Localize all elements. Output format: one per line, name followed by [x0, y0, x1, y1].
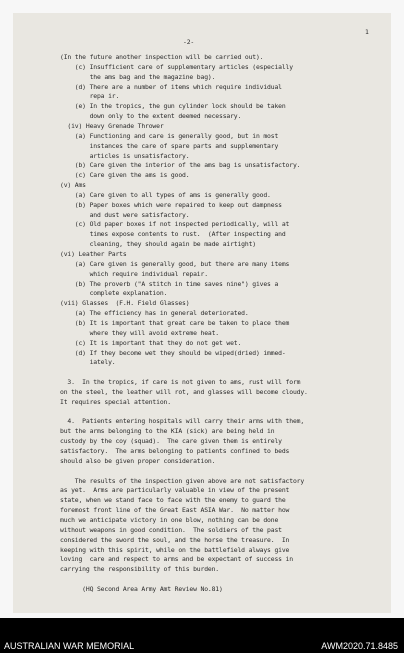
- text-line: considered the sword the soul, and the horse the treasure. In: [60, 535, 290, 544]
- text-line: (e) In the tropics, the gun cylinder lock should be taken: [60, 102, 286, 111]
- text-line: foremost front line of the Great East ASIA War. No matter how: [60, 506, 290, 515]
- footer-accession-number: AWM2020.71.8485: [321, 641, 398, 651]
- text-line: (a) Functioning and care is generally good, but in most: [60, 131, 279, 140]
- text-line: (iv) Heavy Grenade Thrower: [60, 121, 164, 130]
- text-line: (c) It is important that they do not get wet.: [60, 338, 242, 347]
- text-line: (b) Paper boxes which were repaired to keep out dampness: [60, 200, 282, 209]
- text-line: without weapons in good condition. The soldiers of the past: [60, 525, 282, 534]
- text-line: 3. In the tropics, if care is not given to ams, rust will form: [60, 378, 301, 387]
- page-number: -2-: [183, 38, 195, 46]
- text-line: state, when we stand face to face with the enemy to guard the: [60, 496, 286, 505]
- text-line: and dust were satisfactory.: [60, 210, 190, 219]
- text-line: repa ir.: [60, 92, 120, 101]
- text-line: the ams bag and the magazine bag).: [60, 72, 216, 81]
- text-line: cleaning, they should again be made airtight): [60, 240, 256, 249]
- text-line: (c) Care given the ams is good.: [60, 171, 190, 180]
- text-line: It requires special attention.: [60, 397, 171, 406]
- text-line: (a) The efficiency has in general deteriorated.: [60, 309, 249, 318]
- text-line: as yet. Arms are particularly valuable in view of the present: [60, 486, 290, 495]
- text-line: custody by the coy (squad). The care given them is entirely: [60, 437, 282, 446]
- text-line: (d) There are a number of items which require individual: [60, 82, 282, 91]
- text-line: iately.: [60, 358, 116, 367]
- text-line: on the steel, the leather will rot, and glasses will become cloudy.: [60, 387, 308, 396]
- text-line: (vi) Leather Parts: [60, 250, 127, 258]
- archive-footer: [0, 618, 404, 653]
- text-line: but the arms belonging to the KIA (sick) are being held in: [60, 427, 275, 436]
- text-line: should also be given proper consideration.: [60, 456, 216, 465]
- text-line: instances the care of spare parts and supplementary: [60, 141, 279, 150]
- text-line: complete explanation.: [60, 289, 168, 298]
- text-line: (b) The proverb ("A stitch in time saves nine") gives a: [60, 279, 279, 288]
- text-line: (HQ Second Area Army Amt Review No.81): [60, 584, 223, 593]
- text-line: keeping with this spirit, while on the battlefield always give: [60, 545, 290, 554]
- document-page: [13, 13, 391, 613]
- text-line: much we anticipate victory in one blow, nothing can be done: [60, 515, 279, 524]
- text-line: which require individual repair.: [60, 269, 208, 278]
- footer-institution: AUSTRALIAN WAR MEMORIAL: [4, 641, 135, 651]
- corner-mark: 1: [365, 28, 369, 36]
- text-line: (vii) Glasses (F.H. Field Glasses): [60, 299, 190, 308]
- text-line: (v) Ams: [60, 181, 86, 190]
- text-line: (a) Care given to all types of ams is generally good.: [60, 190, 271, 199]
- text-line: The results of the inspection given above are not satisfactory: [60, 476, 305, 485]
- text-line: carrying the responsibility of this burden.: [60, 565, 219, 574]
- text-line: (a) Care given is generally good, but there are many items: [60, 259, 290, 268]
- text-line: down only to the extent deemed necessary.: [60, 112, 242, 121]
- text-line: times expose contents to rust. (After inspecting and: [60, 230, 286, 239]
- text-line: (b) Care given the interior of the ams bag is unsatisfactory.: [60, 161, 301, 170]
- text-line: (In the future another inspection will be carried out).: [60, 53, 264, 61]
- text-line: (b) It is important that great care be taken to place them: [60, 318, 290, 327]
- text-line: (c) Insufficient care of supplementary articles (especially: [60, 62, 293, 71]
- text-line: articles is unsatisfactory.: [60, 151, 190, 160]
- text-line: where they will avoid extreme heat.: [60, 328, 219, 337]
- text-line: loving care and respect to arms and be expectant of success in: [60, 555, 293, 564]
- text-line: (c) Old paper boxes if not inspected periodically, will at: [60, 220, 290, 229]
- text-line: satisfactory. The arms belonging to patients confined to beds: [60, 447, 290, 455]
- text-line: (d) If they become wet they should be wiped(dried) immed-: [60, 348, 286, 357]
- text-line: 4. Patients entering hospitals will carry their arms with them,: [60, 417, 305, 426]
